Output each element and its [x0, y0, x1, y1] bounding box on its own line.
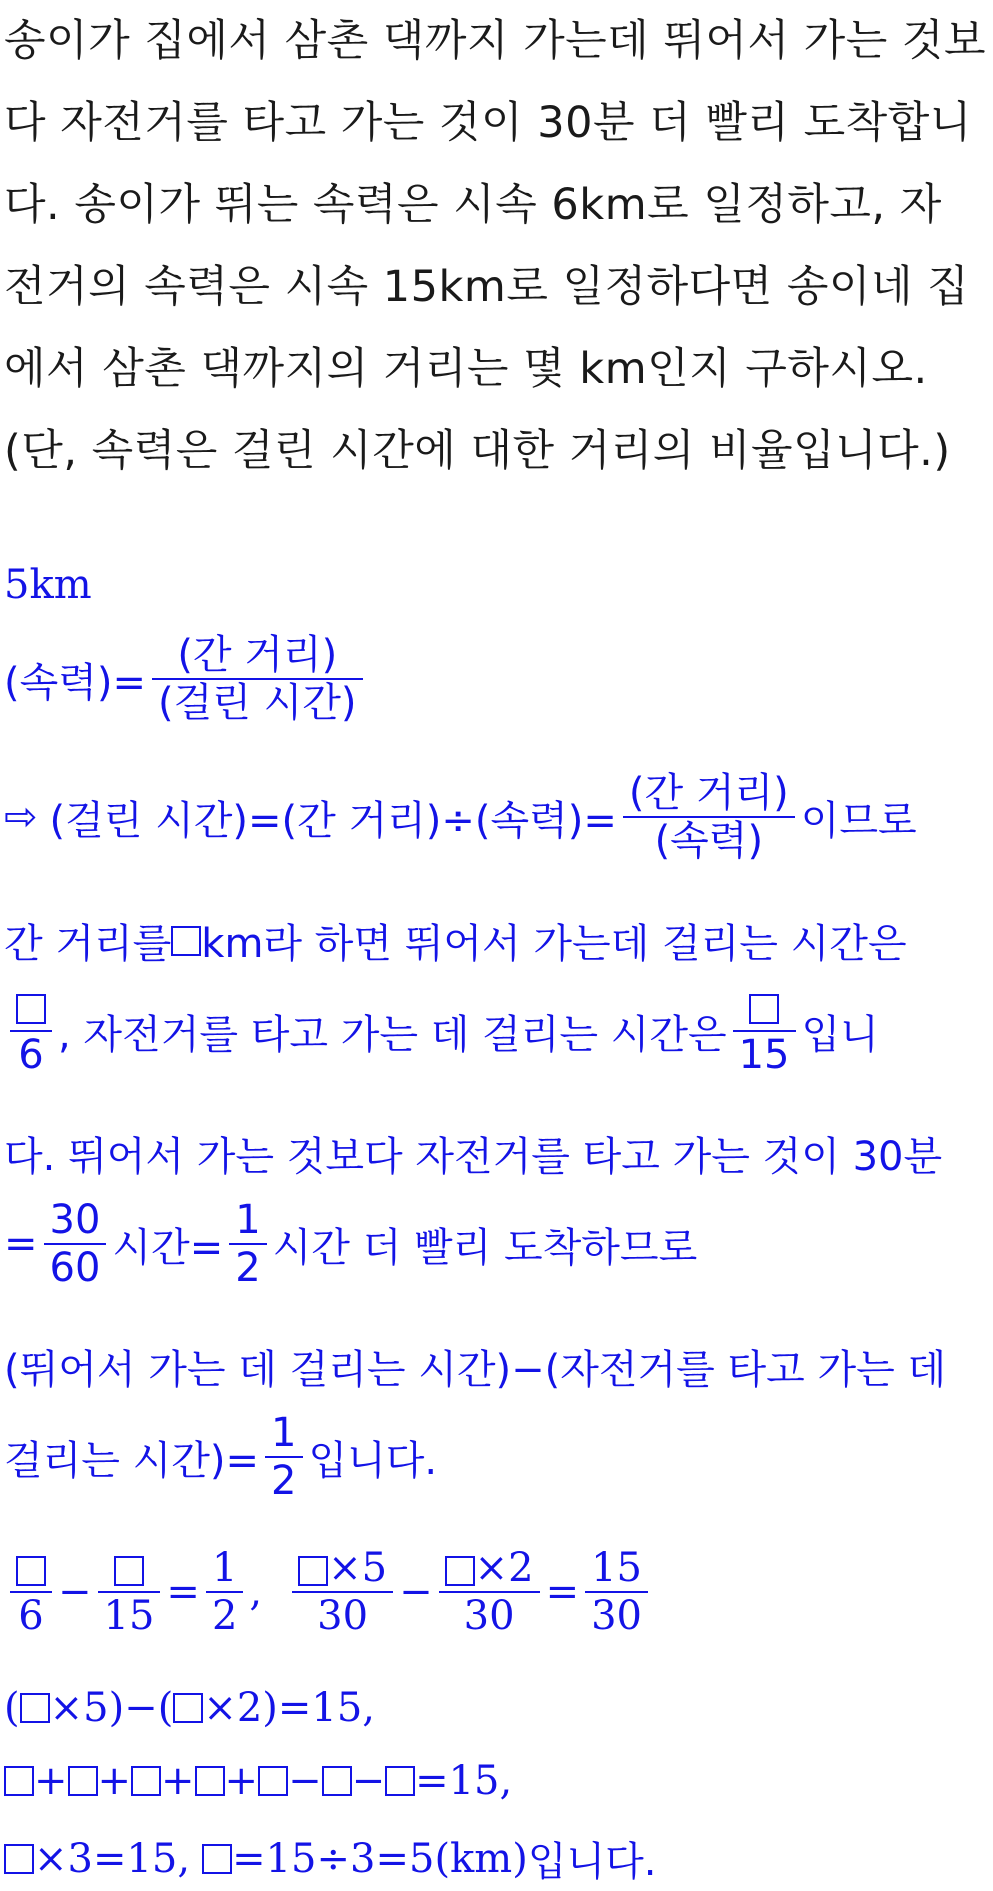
text: +: [224, 1758, 259, 1804]
numerator: 15: [591, 1545, 642, 1591]
text: =15,: [415, 1758, 513, 1804]
text: 입니다.: [527, 1839, 657, 1885]
text: 시간 더 빨리 도착하므로: [272, 1224, 698, 1271]
fraction: [439, 1545, 540, 1639]
question-line: 전거의 속력은 시속 15km로 일정하다면 송이네 집: [4, 262, 970, 312]
blank-box-icon: [385, 1766, 415, 1796]
question-line: (단, 속력은 걸린 시간에 대한 거리의 비율입니다.): [4, 426, 951, 476]
fraction: [98, 1545, 161, 1639]
text: (km): [434, 1835, 528, 1882]
blank-box-icon: [16, 994, 46, 1024]
blank-box-icon: [4, 1844, 34, 1874]
denominator: 2: [211, 1593, 238, 1639]
numerator: [743, 984, 785, 1030]
numerator: [10, 984, 52, 1030]
fraction: [733, 984, 796, 1078]
denominator: 2: [271, 1458, 297, 1504]
numerator: (간 거리): [628, 770, 789, 816]
text: +: [97, 1758, 132, 1804]
text: 걸리는 시간)=: [4, 1437, 260, 1484]
denominator: 30: [463, 1593, 515, 1639]
text: −: [399, 1569, 433, 1615]
text: +: [161, 1758, 195, 1804]
numerator: [108, 1545, 150, 1591]
denominator: (걸린 시간): [158, 680, 357, 726]
fraction: [152, 632, 363, 726]
text: =: [4, 1221, 38, 1267]
text: ,: [249, 1569, 263, 1615]
fraction: [585, 1545, 648, 1639]
text: ×2: [474, 1545, 534, 1591]
numerator: 1: [271, 1410, 297, 1456]
text: −: [288, 1758, 322, 1804]
numerator: [292, 1545, 393, 1591]
imeuro-text: 이므로: [800, 797, 917, 844]
blank-box-icon: [173, 1693, 203, 1723]
blank-box-icon: [445, 1556, 475, 1586]
fraction: [10, 1545, 52, 1639]
speed-lhs: (속력)=: [4, 659, 147, 706]
text: +: [34, 1758, 68, 1804]
blank-box-icon: [202, 1844, 232, 1874]
blank-box-icon: [195, 1766, 225, 1796]
solution-line: [4, 912, 907, 969]
numerator: 30: [49, 1197, 101, 1243]
text: −: [351, 1758, 386, 1804]
solution-line: [4, 1758, 512, 1804]
solution-line: [4, 1197, 697, 1291]
question-line: 송이가 집에서 삼촌 댁까지 가는데 뛰어서 가는 것보: [4, 16, 986, 66]
speed-formula: [4, 632, 369, 726]
numerator: 1: [211, 1545, 238, 1591]
text: =: [545, 1569, 580, 1615]
text: 입니: [801, 1011, 879, 1058]
numerator: [10, 1545, 52, 1591]
fraction: [10, 984, 52, 1078]
text: ×3=15,: [34, 1835, 191, 1882]
numerator: 1: [235, 1197, 261, 1243]
solution-line: [4, 1410, 437, 1504]
text: km라 하면 뛰어서 가는데 걸리는 시간은: [201, 921, 907, 967]
blank-box-icon: [20, 1693, 50, 1723]
blank-box-icon: [68, 1766, 98, 1796]
fraction: [206, 1545, 243, 1639]
denominator: 30: [591, 1593, 642, 1639]
solution-line: [4, 984, 879, 1078]
denominator: 30: [317, 1593, 369, 1639]
text: 간 거리를: [4, 921, 172, 967]
blank-box-icon: [171, 926, 201, 956]
time-expr: (걸린 시간)=(간 거리)÷(속력)=: [49, 797, 617, 844]
text: ×2)=15,: [203, 1685, 376, 1731]
solution-line: (뛰어서 가는 데 걸리는 시간)−(자전거를 타고 가는 데: [4, 1347, 947, 1393]
text: =: [166, 1569, 200, 1615]
denominator: 6: [18, 1032, 44, 1078]
denominator: 15: [103, 1593, 155, 1639]
text: , 자전거를 타고 가는 데 걸리는 시간은: [58, 1011, 727, 1058]
text: ×5: [328, 1545, 388, 1591]
text: −: [58, 1569, 92, 1615]
numerator: [439, 1545, 540, 1591]
question-line: 다. 송이가 뛰는 속력은 시속 6km로 일정하고, 자: [4, 180, 942, 230]
text: 입니다.: [308, 1437, 438, 1484]
text: 시간=: [112, 1224, 224, 1271]
fraction-equation: [4, 1545, 654, 1639]
blank-box-icon: [16, 1556, 46, 1586]
blank-box-icon: [4, 1766, 34, 1796]
denominator: 2: [235, 1245, 261, 1291]
blank-box-icon: [298, 1556, 328, 1586]
blank-box-icon: [749, 994, 779, 1024]
arrow-icon: ⇨: [4, 794, 38, 840]
blank-box-icon: [322, 1766, 352, 1796]
time-formula: [4, 770, 917, 864]
denominator: 60: [49, 1245, 101, 1291]
text: =15÷3=5: [232, 1835, 435, 1882]
fraction: [265, 1410, 302, 1504]
numerator: (간 거리): [177, 632, 338, 678]
fraction: [44, 1197, 107, 1291]
blank-box-icon: [131, 1766, 161, 1796]
solution-line: [4, 1830, 656, 1887]
blank-box-icon: [258, 1766, 288, 1796]
question-line: 다 자전거를 타고 가는 것이 30분 더 빨리 도착합니: [4, 98, 972, 148]
fraction: [623, 770, 795, 864]
solution-line: 다. 뛰어서 가는 것보다 자전거를 타고 가는 것이 30분: [4, 1134, 943, 1180]
fraction: [229, 1197, 266, 1291]
question-line: 에서 삼촌 댁까지의 거리는 몇 km인지 구하시오.: [4, 344, 928, 394]
denominator: 15: [738, 1032, 790, 1078]
denominator: (속력): [654, 818, 764, 864]
fraction: [292, 1545, 393, 1639]
answer: 5km: [4, 562, 92, 608]
solution-line: [4, 1685, 375, 1731]
blank-box-icon: [114, 1556, 144, 1586]
text: (: [4, 1685, 20, 1731]
question-text: [4, 0, 988, 492]
denominator: 6: [18, 1593, 44, 1639]
text: ×5)−(: [49, 1685, 174, 1731]
